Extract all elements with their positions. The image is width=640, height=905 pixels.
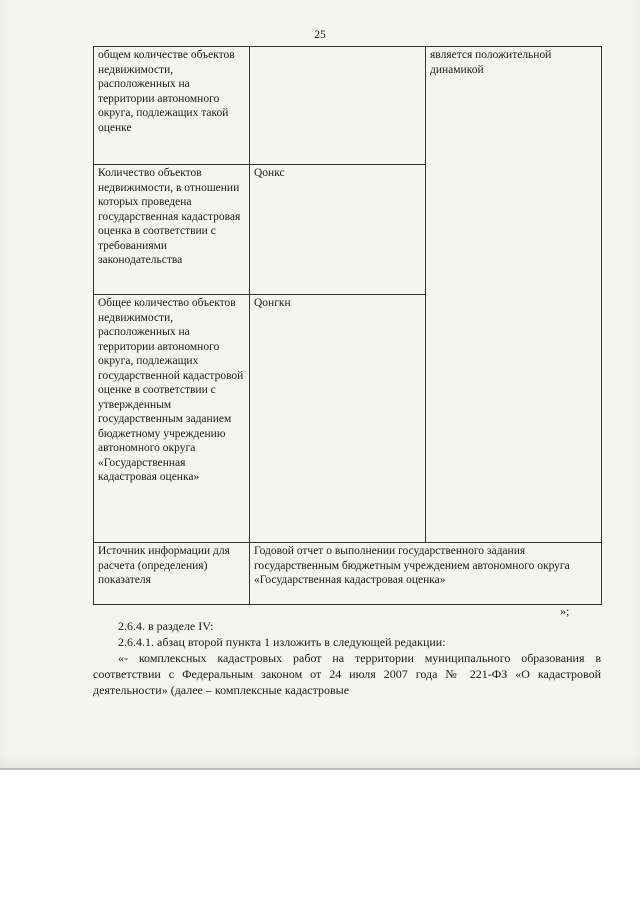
table-cell-symbol	[250, 47, 426, 165]
paragraph: 2.6.4.1. абзац второй пункта 1 изложить в следующей редакции:	[118, 635, 446, 649]
table-cell-source-label: Источник информации для расчета (определения) показателя	[94, 543, 250, 605]
page-number: 25	[314, 29, 326, 41]
table-cell-symbol: Qонгкн	[250, 295, 426, 543]
body-text	[93, 618, 601, 698]
table-cell-source-value: Годовой отчет о выполнении государственного задания государственным бюджетным учреждением автономного округа «Государственная кадастровая оценка»	[250, 543, 602, 605]
table-cell-description: общем количестве объектов недвижимости, расположенных на территории автономного округа, подлежащих такой оценке	[94, 47, 250, 165]
table-cell-symbol: Qонкс	[250, 165, 426, 295]
table-cell-description: Количество объектов недвижимости, в отношении которых проведена государственная кадастровая оценка в соответствии с требованиями законодательства	[94, 165, 250, 295]
table-row	[94, 543, 602, 605]
table-cell-note: является положительной динамикой	[426, 47, 602, 543]
paragraph: 2.6.4. в разделе IV:	[118, 619, 214, 633]
indicator-table	[93, 46, 602, 605]
table-row	[94, 47, 602, 165]
closing-quote: »;	[560, 604, 570, 618]
paragraph: «- комплексных кадастровых работ на территории муниципального образования в соответствии с Федеральным законом от 24 июля 2007 года № 221-ФЗ «О кадастровой деятельности» (далее – комплексные кадастровые	[93, 651, 601, 697]
table-cell-description: Общее количество объектов недвижимости, расположенных на территории автономного округа, подлежащих государственной кадастровой оценке в соответствии с утвержденным государственным заданием бюджетному учреждению автономного округа «Государственная кадастровая оценка»	[94, 295, 250, 543]
